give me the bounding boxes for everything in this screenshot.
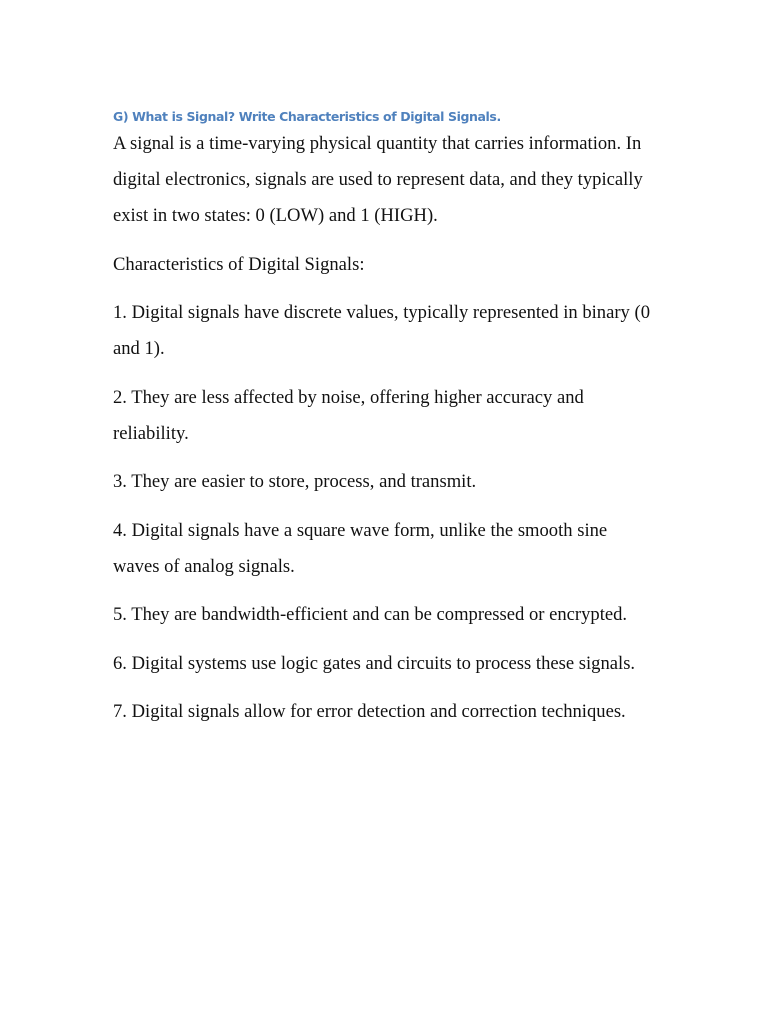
list-item: 5. They are bandwidth-efficient and can be compressed or encrypted. — [113, 604, 628, 625]
list-item: 2. They are less affected by noise, offering higher accuracy and reliability. — [113, 386, 584, 444]
document-body — [113, 108, 658, 743]
question-heading: G) What is Signal? Write Characteristics of Digital Signals. — [113, 109, 501, 124]
list-item: 1. Digital signals have discrete values, typically represented in binary (0 and 1). — [113, 302, 650, 359]
list-item: 3. They are easier to store, process, and transmit. — [113, 471, 477, 492]
list-item: 4. Digital signals have a square wave form, unlike the smooth sine waves of analog signals. — [113, 519, 608, 577]
characteristics-title: Characteristics of Digital Signals: — [113, 253, 365, 275]
list-item: 6. Digital systems use logic gates and circuits to process these signals. — [113, 652, 636, 674]
intro-paragraph: A signal is a time-varying physical quantity that carries information. In digital electronics, signals are used to represent data, and they typically exist in two states: 0 (LOW) and 1 (HIGH). — [113, 133, 643, 226]
list-item: 7. Digital signals allow for error detection and correction techniques. — [113, 701, 626, 722]
